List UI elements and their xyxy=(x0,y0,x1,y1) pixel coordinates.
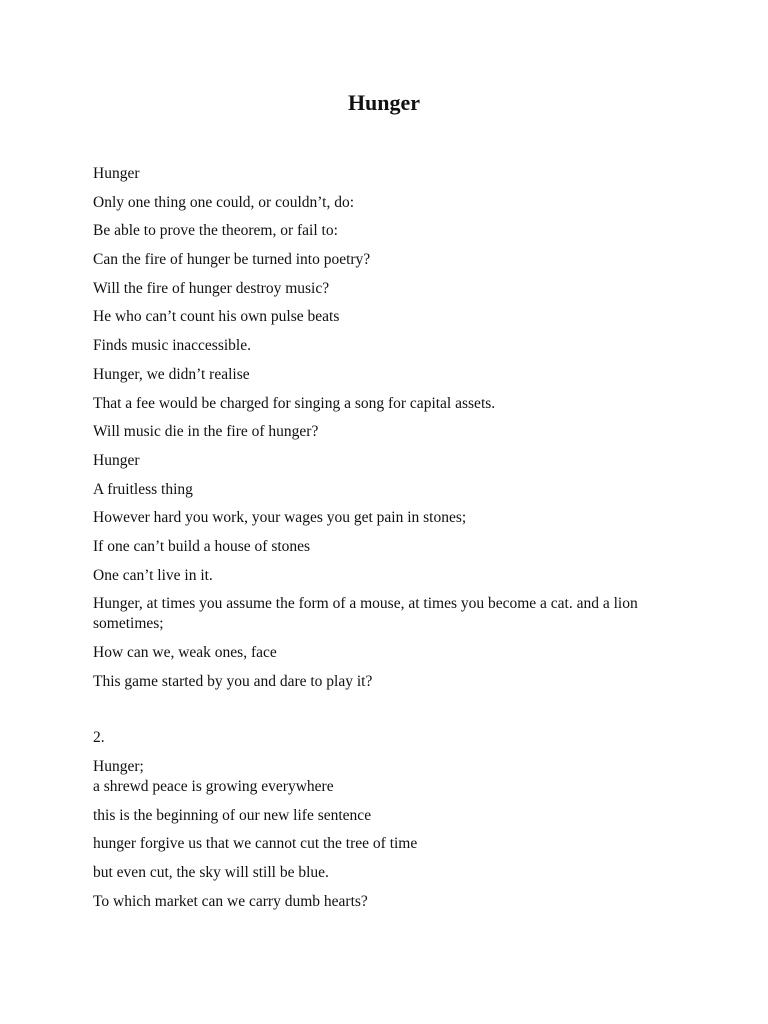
poem-line: a shrewd peace is growing everywhere xyxy=(93,778,334,796)
poem-line: He who can’t count his own pulse beats xyxy=(93,308,340,326)
stanza-1 xyxy=(93,164,693,692)
poem-line: this is the beginning of our new life sentence xyxy=(93,806,372,824)
poem-line: One can’t live in it. xyxy=(93,566,213,584)
poem-line: Will the fire of hunger destroy music? xyxy=(93,279,330,297)
poem-line: Will music die in the fire of hunger? xyxy=(93,423,319,441)
poem-line: Hunger; xyxy=(93,758,144,776)
poem-line: Only one thing one could, or couldn’t, do: xyxy=(93,193,355,211)
stanza-2 xyxy=(93,728,693,911)
poem-line: If one can’t build a house of stones xyxy=(93,537,311,555)
poem-body xyxy=(93,164,693,921)
poem-line: Hunger, we didn’t realise xyxy=(93,365,250,383)
poem-line: How can we, weak ones, face xyxy=(93,644,277,661)
stanza-number: 2. xyxy=(93,729,105,747)
stanza-gap xyxy=(93,700,693,728)
poem-line: To which market can we carry dumb hearts? xyxy=(93,892,368,910)
poem-line: This game started by you and dare to play it? xyxy=(93,672,373,690)
poem-line: Be able to prove the theorem, or fail to: xyxy=(93,222,338,240)
poem-line: Finds music inaccessible. xyxy=(93,337,251,355)
poem-line: Hunger xyxy=(93,165,140,182)
poem-line: That a fee would be charged for singing a song for capital assets. xyxy=(93,394,496,412)
poem-title: Hunger xyxy=(347,90,421,115)
poem-line: Hunger xyxy=(93,451,140,469)
poem-line: but even cut, the sky will still be blue. xyxy=(93,864,329,882)
poem-line: A fruitless thing xyxy=(93,480,193,498)
poem-line: However hard you work, your wages you get pain in stones; xyxy=(93,509,467,527)
poem-line: Hunger, at times you assume the form of a mouse, at times you become a cat. and a lion sometimes; xyxy=(93,595,638,633)
poem-line: hunger forgive us that we cannot cut the tree of time xyxy=(93,835,418,853)
poem-line: Can the fire of hunger be turned into poetry? xyxy=(93,251,371,269)
